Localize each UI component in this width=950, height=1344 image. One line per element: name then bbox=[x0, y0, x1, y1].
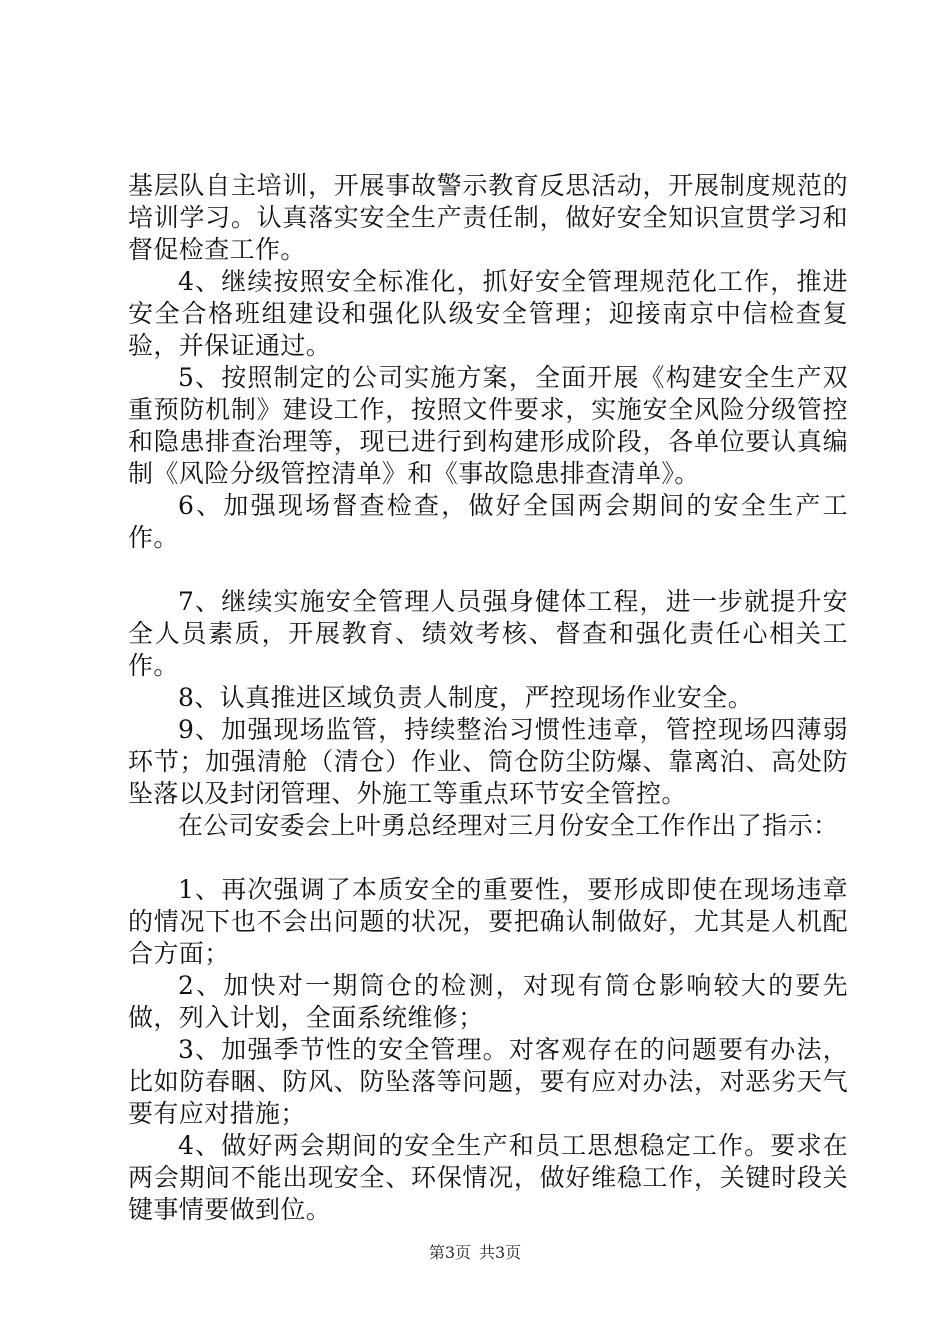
paragraph-instruction-3: 3、加强季节性的安全管理。对客观存在的问题要有办法，比如防春睏、防风、防坠落等问题，要有应对办法，对恶劣天气要有应对措施； bbox=[128, 1035, 848, 1128]
paragraph-continuation: 基层队自主培训，开展事故警示教育反思活动，开展制度规范的培训学习。认真落实安全生产责任制，做好安全知识宣贯学习和督促检查工作。 bbox=[128, 171, 848, 264]
page-number: 第3页 bbox=[428, 1243, 471, 1262]
page-total: 共3页 bbox=[479, 1243, 522, 1262]
paragraph-instruction-2: 2、加快对一期筒仓的检测，对现有筒仓影响较大的要先做，列入计划，全面系统维修； bbox=[128, 971, 848, 1032]
paragraph-item-6: 6、加强现场督查检查，做好全国两会期间的安全生产工作。 bbox=[128, 491, 848, 552]
paragraph-item-4: 4、继续按照安全标准化，抓好安全管理规范化工作，推进安全合格班组建设和强化队级安全管理；迎接南京中信检查复验，并保证通过。 bbox=[128, 267, 848, 360]
paragraph-item-9: 9、加强现场监管，持续整治习惯性违章，管控现场四薄弱环节；加强清舱（清仓）作业、筒仓防尘防爆、靠离泊、高处防坠落以及封闭管理、外施工等重点环节安全管控。 bbox=[128, 715, 848, 808]
paragraph-item-5: 5、按照制定的公司实施方案，全面开展《构建安全生产双重预防机制》建设工作，按照文件要求，实施安全风险分级管控和隐患排查治理等，现已进行到构建形成阶段，各单位要认真编制《风险分级管控清单》和《事故隐患排查清单》。 bbox=[128, 363, 848, 488]
paragraph-item-8: 8、认真推进区域负责人制度，严控现场作业安全。 bbox=[178, 683, 754, 712]
paragraph-instruction-4: 4、做好两会期间的安全生产和员工思想稳定工作。要求在两会期间不能出现安全、环保情况，做好维稳工作，关键时段关键事情要做到位。 bbox=[128, 1131, 848, 1224]
paragraph-instruction-1: 1、再次强调了本质安全的重要性，要形成即使在现场违章的情况下也不会出问题的状况，要把确认制做好，尤其是人机配合方面； bbox=[128, 875, 848, 968]
paragraph-instruction-intro: 在公司安委会上叶勇总经理对三月份安全工作作出了指示： bbox=[178, 811, 839, 840]
document-body bbox=[128, 170, 848, 1226]
paragraph-item-7: 7、继续实施安全管理人员强身健体工程，进一步就提升安全人员素质，开展教育、绩效考核、督查和强化责任心相关工作。 bbox=[128, 587, 848, 680]
page-footer bbox=[0, 1243, 950, 1263]
